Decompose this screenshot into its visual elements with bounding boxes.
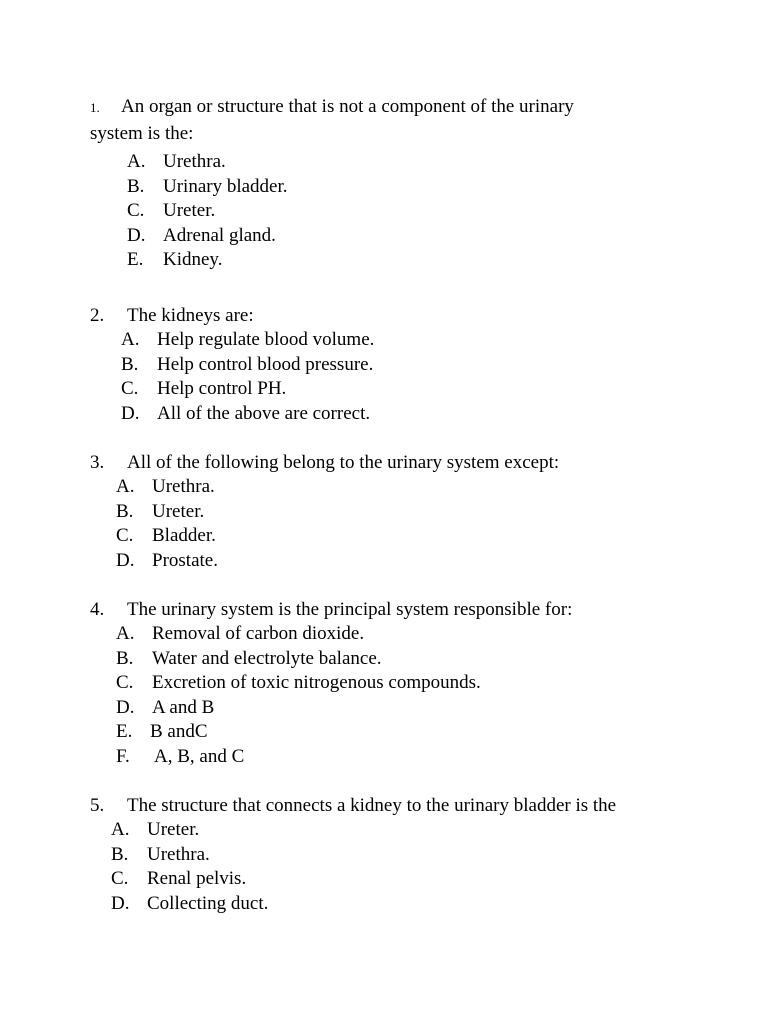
question-2-stem <box>90 303 710 328</box>
option-text: Ureter. <box>152 500 205 522</box>
answer-options <box>111 818 710 916</box>
option-text: Removal of carbon dioxide. <box>152 623 365 644</box>
answer-option <box>116 720 710 745</box>
question-text: The kidneys are: <box>127 305 254 326</box>
answer-options <box>116 475 710 573</box>
option-letter: C. <box>116 525 134 547</box>
answer-option <box>116 549 710 574</box>
option-text: Ureter. <box>147 819 200 840</box>
answer-option <box>116 622 710 647</box>
option-letter: A. <box>111 819 130 840</box>
question-text-continued: system is the: <box>90 123 194 144</box>
question-text: An organ or structure that is not a component of the urinary <box>121 96 574 117</box>
option-letter: C. <box>127 200 145 222</box>
option-text: Water and electrolyte balance. <box>152 647 382 669</box>
answer-option <box>116 696 710 721</box>
option-letter: D. <box>111 892 130 914</box>
question-2 <box>90 303 710 426</box>
option-text: Collecting duct. <box>147 892 269 914</box>
answer-option <box>121 353 710 378</box>
answer-option <box>116 647 710 672</box>
question-1 <box>90 94 710 273</box>
answer-option <box>127 224 710 249</box>
question-number: 1. <box>90 100 100 115</box>
answer-option <box>116 745 710 770</box>
option-letter: E. <box>127 249 144 271</box>
question-3 <box>90 450 710 573</box>
question-5-stem <box>90 793 710 818</box>
option-letter: F. <box>116 745 130 767</box>
question-1-stem <box>90 94 710 147</box>
question-number: 3. <box>90 452 105 473</box>
answer-option <box>121 328 710 353</box>
question-number: 4. <box>90 599 105 620</box>
answer-option <box>121 402 710 427</box>
option-letter: B. <box>127 175 145 197</box>
answer-option <box>127 248 710 273</box>
option-text: Help control PH. <box>157 378 287 400</box>
option-text: Adrenal gland. <box>163 224 276 246</box>
option-text: All of the above are correct. <box>157 402 371 424</box>
option-text: B andC <box>150 721 208 743</box>
option-letter: A. <box>116 623 135 644</box>
question-number: 2. <box>90 305 105 326</box>
option-letter: B. <box>116 647 134 669</box>
option-text: Help regulate blood volume. <box>157 329 375 350</box>
answer-option <box>127 199 710 224</box>
option-letter: D. <box>121 402 140 424</box>
question-5 <box>90 793 710 916</box>
answer-option <box>121 377 710 402</box>
question-4-stem <box>90 597 710 622</box>
answer-option <box>116 475 710 500</box>
answer-option <box>127 175 710 200</box>
question-text: The structure that connects a kidney to the urinary bladder is the <box>127 795 617 816</box>
question-number: 5. <box>90 795 105 816</box>
option-text: A, B, and C <box>154 745 245 767</box>
option-letter: B. <box>121 353 139 375</box>
question-text: All of the following belong to the urinary system except: <box>127 452 560 473</box>
option-text: Urethra. <box>152 476 215 497</box>
option-letter: D. <box>116 696 135 718</box>
option-letter: A. <box>127 151 146 172</box>
option-letter: D. <box>116 549 135 571</box>
option-text: Kidney. <box>163 249 223 271</box>
option-text: Help control blood pressure. <box>157 353 374 375</box>
answer-option <box>127 150 710 175</box>
answer-option <box>111 892 710 917</box>
option-letter: B. <box>111 843 129 865</box>
option-letter: C. <box>121 378 139 400</box>
answer-option <box>111 867 710 892</box>
option-text: Ureter. <box>163 200 216 222</box>
option-text: Urethra. <box>147 843 210 865</box>
question-4 <box>90 597 710 770</box>
option-text: A and B <box>152 696 215 718</box>
question-3-stem <box>90 450 710 475</box>
option-text: Urinary bladder. <box>163 175 288 197</box>
option-text: Prostate. <box>152 549 218 571</box>
answer-options <box>127 150 710 273</box>
option-letter: C. <box>111 868 129 890</box>
option-letter: A. <box>121 329 140 350</box>
answer-option <box>111 818 710 843</box>
option-text: Bladder. <box>152 525 216 547</box>
option-letter: B. <box>116 500 134 522</box>
answer-option <box>116 524 710 549</box>
option-text: Renal pelvis. <box>147 868 247 890</box>
option-letter: E. <box>116 721 133 743</box>
question-text: The urinary system is the principal system responsible for: <box>127 599 573 620</box>
option-letter: A. <box>116 476 135 497</box>
option-letter: C. <box>116 672 134 694</box>
answer-option <box>111 843 710 868</box>
answer-option <box>116 671 710 696</box>
answer-options <box>116 622 710 770</box>
option-text: Urethra. <box>163 151 226 172</box>
answer-option <box>116 500 710 525</box>
option-text: Excretion of toxic nitrogenous compounds. <box>152 672 481 694</box>
option-letter: D. <box>127 224 146 246</box>
answer-options <box>121 328 710 426</box>
